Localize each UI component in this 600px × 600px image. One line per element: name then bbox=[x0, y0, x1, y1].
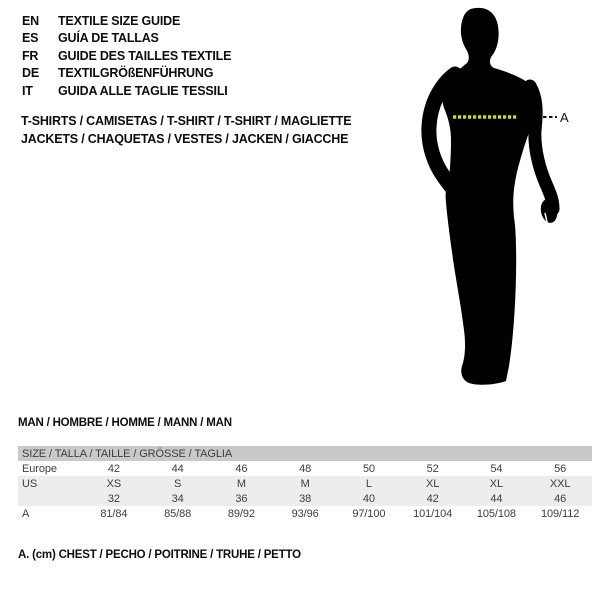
size-row-chest-a bbox=[18, 506, 592, 521]
row-label: US bbox=[22, 477, 38, 490]
size-cell: 48 bbox=[299, 462, 312, 475]
size-row-us bbox=[18, 476, 592, 491]
size-cell: XXL bbox=[549, 477, 571, 490]
size-cell: 42 bbox=[426, 492, 439, 505]
measurement-footnote: A. (cm) CHEST / PECHO / POITRINE / TRUHE / PETTO bbox=[18, 549, 301, 561]
measure-a-label: A bbox=[560, 110, 569, 125]
language-label: TEXTILGRÖßENFÜHRUNG bbox=[58, 66, 214, 81]
size-cell: 44 bbox=[490, 492, 503, 505]
size-cell: 54 bbox=[490, 462, 503, 475]
garment-line-tshirts: T-SHIRTS / CAMISETAS / T-SHIRT / T-SHIRT / MAGLIETTE bbox=[21, 114, 352, 128]
size-cell: XL bbox=[425, 477, 440, 490]
size-cell: 89/92 bbox=[227, 507, 255, 520]
size-cell: 52 bbox=[426, 462, 439, 475]
size-cell: 50 bbox=[362, 462, 375, 475]
size-cell: 97/100 bbox=[352, 507, 386, 520]
size-cell: XL bbox=[489, 477, 503, 490]
size-cell: 101/104 bbox=[413, 507, 453, 520]
size-cell: S bbox=[174, 477, 182, 490]
language-code: DE bbox=[22, 66, 39, 81]
language-label: GUÍA DE TALLAS bbox=[58, 31, 159, 46]
language-label: GUIDE DES TAILLES TEXTILE bbox=[58, 48, 232, 63]
size-cell: 40 bbox=[362, 492, 375, 505]
man-right-arm bbox=[530, 86, 553, 209]
size-cell: 56 bbox=[554, 462, 567, 475]
language-label: TEXTILE SIZE GUIDE bbox=[58, 14, 181, 28]
size-cell: M bbox=[236, 477, 246, 490]
language-code: ES bbox=[22, 31, 39, 46]
size-cell: 38 bbox=[299, 492, 312, 505]
row-label: A bbox=[22, 507, 30, 520]
size-cell: 105/108 bbox=[476, 507, 516, 520]
section-title-man: MAN / HOMBRE / HOMME / MANN / MAN bbox=[18, 417, 232, 429]
size-cell: 32 bbox=[107, 492, 120, 505]
size-cell: 46 bbox=[554, 492, 567, 505]
size-cell: 36 bbox=[235, 492, 248, 505]
language-code: IT bbox=[22, 83, 33, 98]
size-cell: L bbox=[365, 477, 372, 490]
size-cell: 46 bbox=[235, 462, 248, 475]
size-cell: XS bbox=[106, 477, 122, 490]
language-code: EN bbox=[22, 14, 39, 28]
size-cell: 93/96 bbox=[291, 507, 319, 520]
size-cell: 109/112 bbox=[541, 507, 580, 520]
size-cell: 85/88 bbox=[164, 507, 192, 520]
size-cell: 81/84 bbox=[100, 507, 128, 520]
language-code: FR bbox=[22, 48, 39, 63]
garment-line-jackets: JACKETS / CHAQUETAS / VESTES / JACKEN / GIACCHE bbox=[21, 132, 349, 146]
size-cell: 44 bbox=[171, 462, 184, 475]
size-cell: 34 bbox=[171, 492, 184, 505]
row-label: Europe bbox=[22, 462, 57, 475]
size-row-europe bbox=[18, 461, 592, 476]
size-cell: 42 bbox=[107, 462, 120, 475]
size-table-header: SIZE / TALLA / TAILLE / GRÖSSE / TAGLIA bbox=[18, 446, 592, 461]
size-row-us-numeric bbox=[18, 491, 592, 506]
size-table bbox=[18, 446, 592, 521]
size-cell: M bbox=[300, 477, 310, 490]
language-label: GUIDA ALLE TAGLIE TESSILI bbox=[58, 83, 228, 98]
